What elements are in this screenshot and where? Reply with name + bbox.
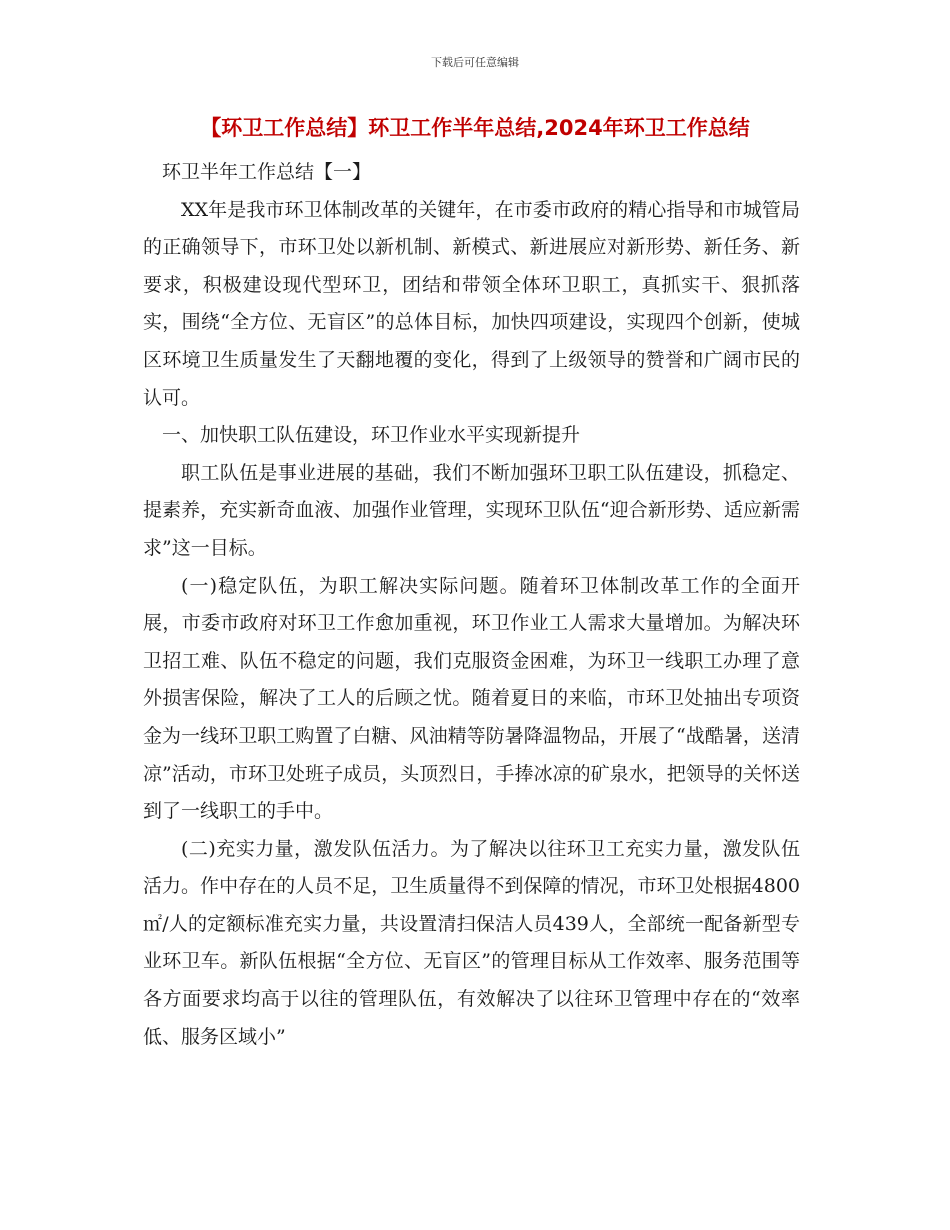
section-heading: 一、加快职工队伍建设，环卫作业水平实现新提升 (162, 424, 581, 447)
paragraph: 职工队伍是事业进展的基础，我们不断加强环卫职工队伍建设，抓稳定、提素养，充实新奇血液、加强作业管理，实现环卫队伍“迎合新形势、适应新需求”这一目标。 (143, 461, 800, 559)
paragraph: (二)充实力量，激发队伍活力。为了解决以往环卫工充实力量，激发队伍活力。作中存在的人员不足，卫生质量得不到保障的情况，市环卫处根据4800㎡/人的定额标准充实力量，共设置清扫保洁人员439人，全部统一配备新型专业环卫车。新队伍根据“全方位、无盲区”的管理目标从工作效率、服务范围等各方面要求均高于以往的管理队伍，有效解决了以往环卫管理中存在的“效率低、服务区域小” (143, 837, 800, 1048)
paragraph: XX年是我市环卫体制改革的关键年，在市委市政府的精心指导和市城管局的正确领导下，市环卫处以新机制、新模式、新进展应对新形势、新任务、新要求，积极建设现代型环卫，团结和带领全体环卫职工，真抓实干、狠抓落实，围绕“全方位、无盲区”的总体目标，加快四项建设，实现四个创新，使城区环境卫生质量发生了天翻地覆的变化，得到了上级领导的赞誉和广阔市民的认可。 (143, 198, 800, 409)
header-note: 下载后可任意编辑 (431, 56, 519, 69)
document-body (143, 154, 800, 1056)
paragraph: (一)稳定队伍，为职工解决实际问题。随着环卫体制改革工作的全面开展，市委市政府对环卫工作愈加重视，环卫作业工人需求大量增加。为解决环卫招工难、队伍不稳定的问题，我们克服资金困难，为环卫一线职工办理了意外损害保险，解决了工人的后顾之忧。随着夏日的来临，市环卫处抽出专项资金为一线环卫职工购置了白糖、风油精等防暑降温物品，开展了“战酷暑，送清凉”活动，市环卫处班子成员，头顶烈日，手捧冰凉的矿泉水，把领导的关怀送到了一线职工的手中。 (143, 574, 800, 823)
section-heading: 环卫半年工作总结【一】 (162, 161, 372, 183)
document-title: 【环卫工作总结】环卫工作半年总结,2024年环卫工作总结 (200, 116, 750, 140)
